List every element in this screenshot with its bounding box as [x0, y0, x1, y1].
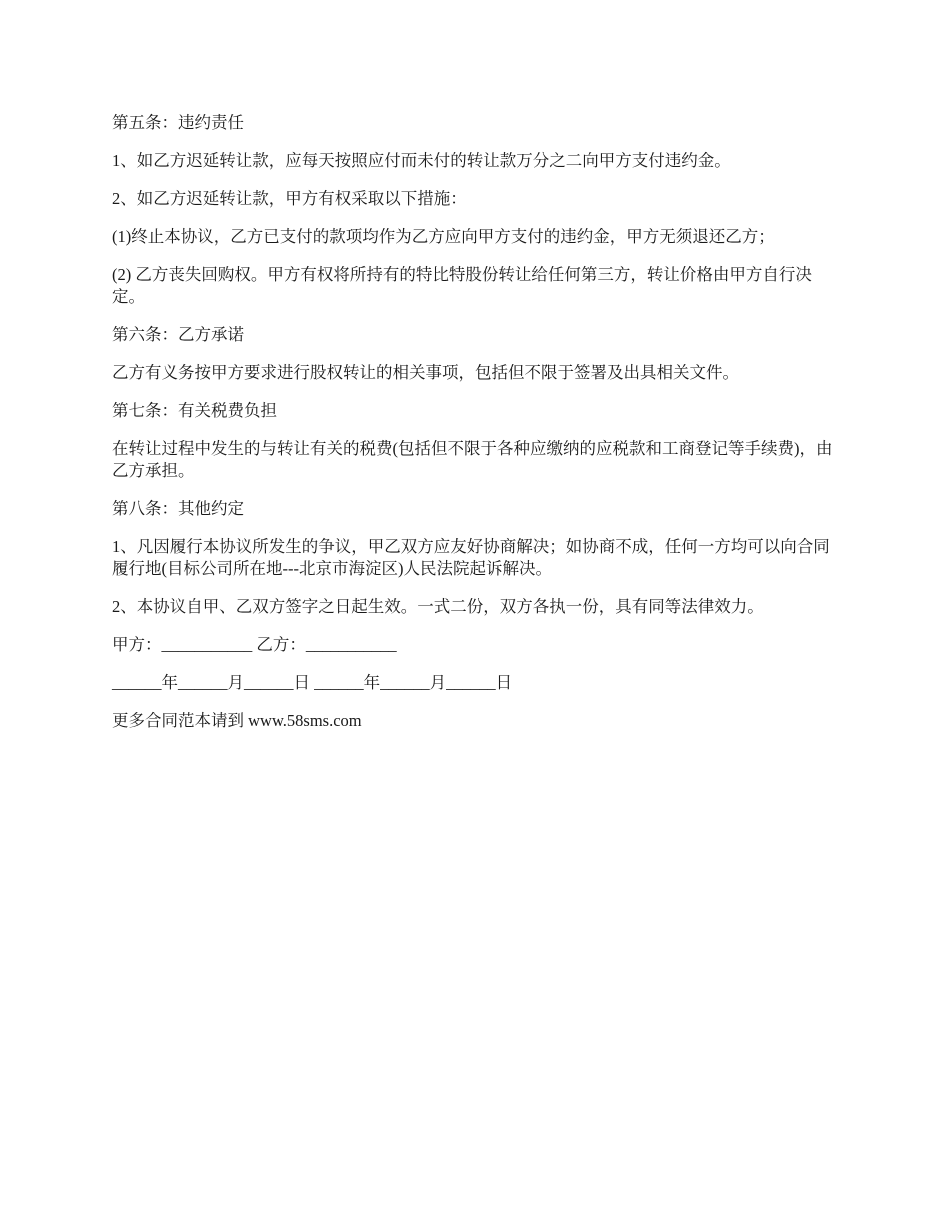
article8-item2: 2、本协议自甲、乙双方签字之日起生效。一式二份，双方各执一份，具有同等法律效力。 — [112, 597, 764, 616]
article5-item1: 1、如乙方迟延转让款，应每天按照应付而未付的转让款万分之二向甲方支付违约金。 — [112, 151, 731, 170]
article5-heading: 第五条：违约责任 — [112, 113, 244, 132]
document-page — [112, 112, 842, 748]
signature-line: 甲方：___________ 乙方：___________ — [112, 635, 397, 654]
article8-heading: 第八条：其他约定 — [112, 499, 244, 518]
article6-body: 乙方有义务按甲方要求进行股权转让的相关事项，包括但不限于签署及出具相关文件。 — [112, 363, 739, 382]
article5-item2-sub2: (2) 乙方丧失回购权。甲方有权将所持有的特比特股份转让给任何第三方，转让价格由甲方自行决定。 — [112, 265, 812, 306]
article6-heading: 第六条：乙方承诺 — [112, 325, 244, 344]
date-line: ______年______月______日 ______年______月______日 — [112, 673, 513, 692]
article7-heading: 第七条：有关税费负担 — [112, 401, 277, 420]
article7-body: 在转让过程中发生的与转让有关的税费(包括但不限于各种应缴纳的应税款和工商登记等手续费)，由乙方承担。 — [112, 439, 833, 480]
article8-item1: 1、凡因履行本协议所发生的争议，甲乙双方应友好协商解决；如协商不成，任何一方均可以向合同履行地(目标公司所在地---北京市海淀区)人民法院起诉解决。 — [112, 537, 830, 578]
article5-item2-sub1: (1)终止本协议，乙方已支付的款项均作为乙方应向甲方支付的违约金，甲方无须退还乙方； — [112, 227, 775, 246]
footer-note: 更多合同范本请到 www.58sms.com — [112, 711, 362, 730]
article5-item2: 2、如乙方迟延转让款，甲方有权采取以下措施： — [112, 189, 467, 208]
